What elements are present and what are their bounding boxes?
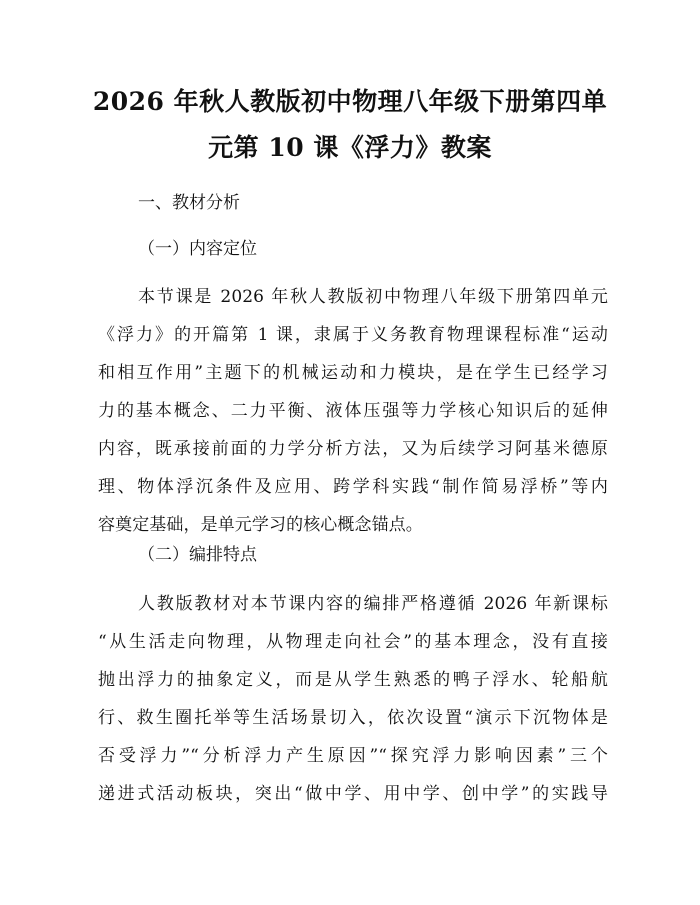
paragraph-line: 容奠定基础，是单元学习的核心概念锚点。: [98, 515, 423, 535]
paragraph-content-positioning: [98, 285, 608, 551]
paragraph-line: 抛出浮力的抽象定义，而是从学生熟悉的鸭子浮水、轮船航: [98, 670, 608, 690]
paragraph-line: 《浮力》的开篇第 1 课，隶属于义务教育物理课程标准“运动: [98, 325, 608, 345]
document-title-line-1: 2026 年秋人教版初中物理八年级下册第四单: [92, 87, 608, 116]
paragraph-line: 否受浮力”“分析浮力产生原因”“探究浮力影响因素”三个: [98, 746, 608, 766]
paragraph-line: “从生活走向物理，从物理走向社会”的基本理念，没有直接: [98, 632, 608, 652]
paragraph-line: 和相互作用”主题下的机械运动和力模块，是在学生已经学习: [98, 363, 608, 383]
subsection-heading-content-positioning: （一）内容定位: [138, 239, 257, 259]
paragraph-line: 行、救生圈托举等生活场景切入，依次设置“演示下沉物体是: [98, 708, 608, 728]
paragraph-layout-features: [98, 592, 608, 820]
paragraph-line: 本节课是 2026 年秋人教版初中物理八年级下册第四单元: [138, 287, 608, 307]
paragraph-line: 人教版教材对本节课内容的编排严格遵循 2026 年新课标: [138, 594, 608, 614]
document-title-line-2: 元第 10 课《浮力》教案: [208, 133, 492, 162]
paragraph-line: 力的基本概念、二力平衡、液体压强等力学核心知识后的延伸: [98, 401, 608, 421]
section-heading-textbook-analysis: 一、教材分析: [138, 193, 240, 213]
paragraph-line: 内容，既承接前面的力学分析方法，又为后续学习阿基米德原: [98, 439, 608, 459]
paragraph-line: 理、物体浮沉条件及应用、跨学科实践“制作简易浮桥”等内: [98, 477, 608, 497]
paragraph-line: 递进式活动板块，突出“做中学、用中学、创中学”的实践导: [98, 784, 608, 804]
subsection-heading-layout-features: （二）编排特点: [138, 545, 257, 565]
